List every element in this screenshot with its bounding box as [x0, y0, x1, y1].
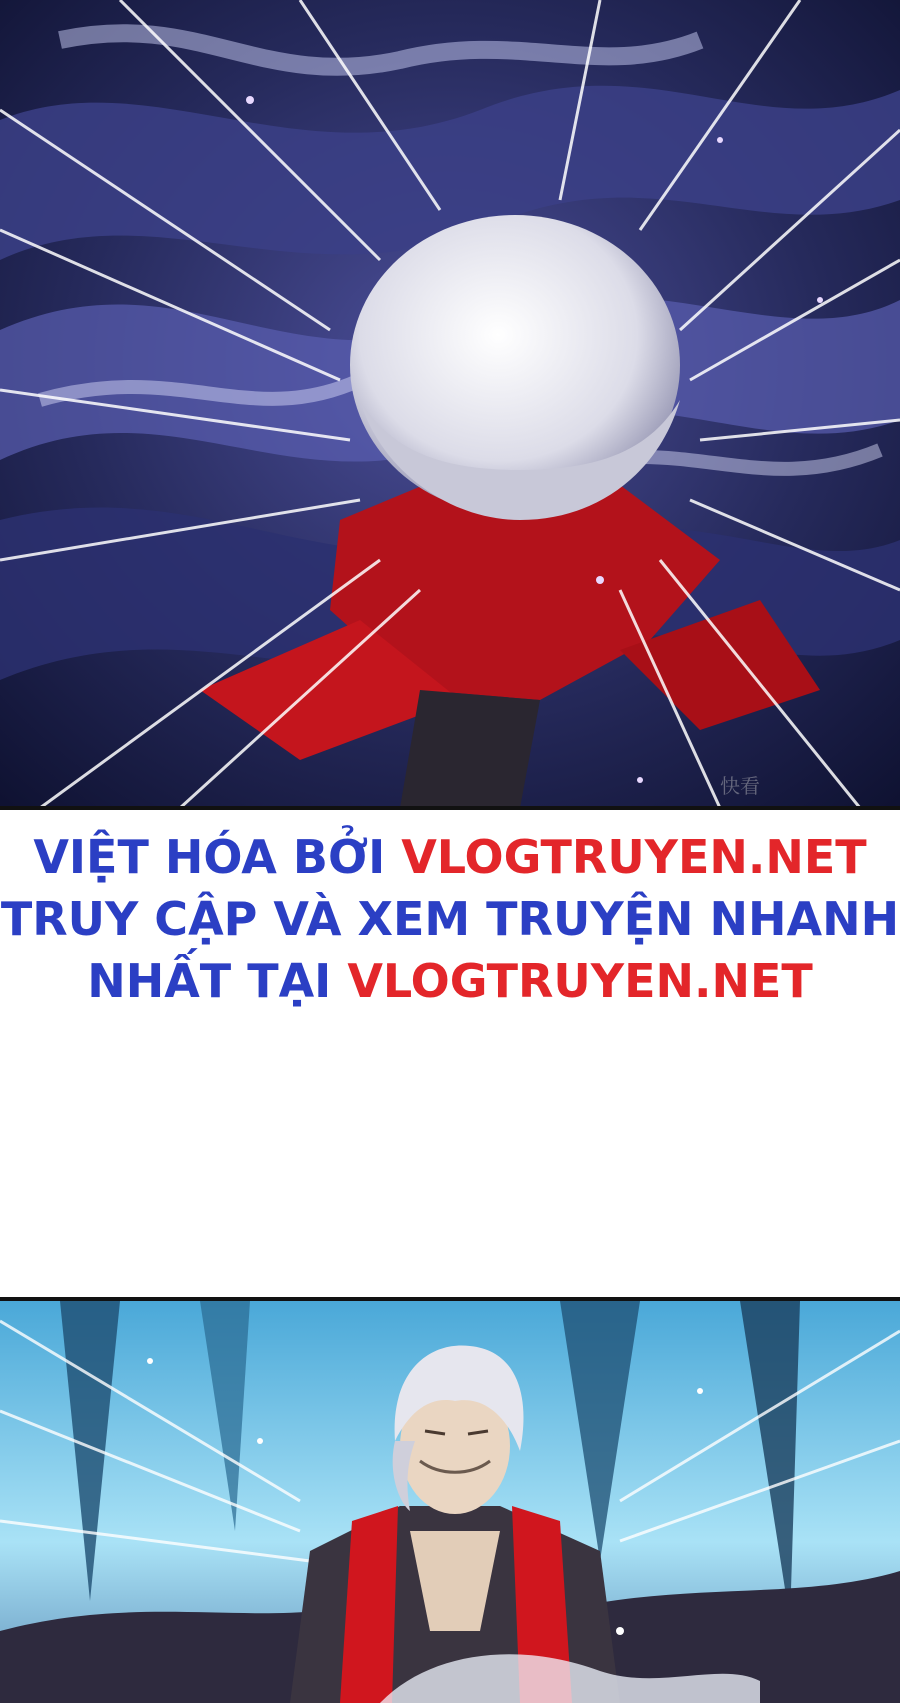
credit-site-link-1[interactable]: VLOGTRUYEN.NET	[401, 830, 867, 884]
manga-panel-bottom	[0, 1297, 900, 1703]
credit-line-3-prefix: NHẤT TẠI	[87, 954, 348, 1008]
credit-line-2: TRUY CẬP VÀ XEM TRUYỆN NHANH	[0, 892, 900, 946]
credit-site-link-2[interactable]: VLOGTRUYEN.NET	[347, 954, 813, 1008]
credit-line-1	[0, 826, 900, 888]
old-man-scene-illustration	[0, 1301, 900, 1703]
storm-scene-illustration	[0, 0, 900, 808]
source-watermark: 快看	[720, 774, 760, 798]
panel-divider	[0, 806, 900, 810]
credit-line-1-prefix: VIỆT HÓA BỞI	[33, 830, 402, 884]
translation-credit	[0, 826, 900, 1012]
manga-panel-top	[0, 0, 900, 808]
credit-line-3	[0, 950, 900, 1012]
